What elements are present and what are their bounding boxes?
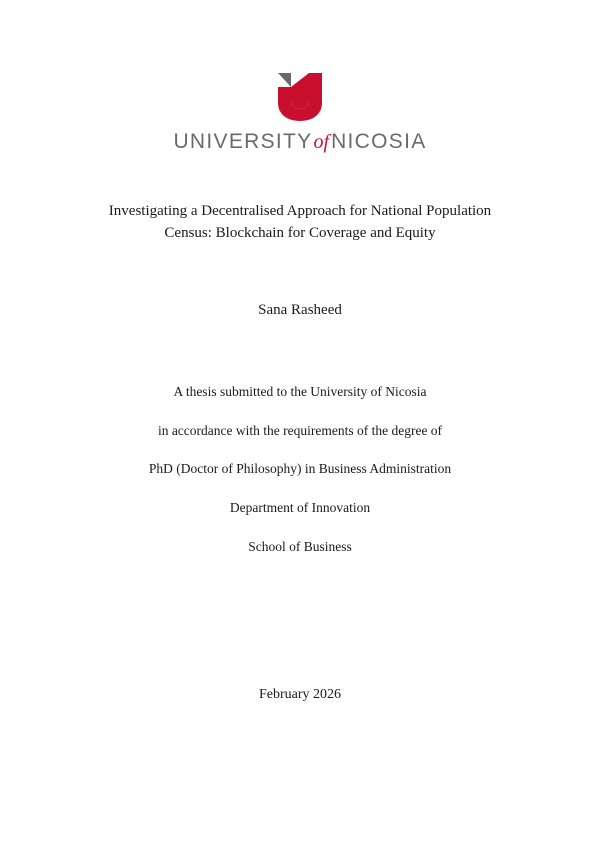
- thesis-title-line-1: Investigating a Decentralised Approach for National Population: [108, 203, 492, 219]
- requirements-statement: in accordance with the requirements of the degree of: [157, 423, 443, 438]
- wordmark-university: UNIVERSITY: [173, 130, 313, 153]
- thesis-title: [60, 200, 540, 244]
- department-name: Department of Innovation: [229, 500, 371, 515]
- author-name: Sana Rasheed: [258, 302, 342, 318]
- submission-date: February 2026: [258, 687, 342, 702]
- wordmark-of: of: [313, 131, 330, 153]
- wordmark-nicosia: NICOSIA: [331, 130, 427, 153]
- thesis-title-line-2: Census: Blockchain for Coverage and Equity: [164, 225, 436, 241]
- submission-statement: A thesis submitted to the University of Nicosia: [173, 384, 427, 399]
- university-logo-icon: [278, 73, 322, 121]
- university-wordmark: [0, 129, 600, 155]
- school-name: School of Business: [248, 539, 352, 554]
- degree-name: PhD (Doctor of Philosophy) in Business Administration: [148, 461, 452, 476]
